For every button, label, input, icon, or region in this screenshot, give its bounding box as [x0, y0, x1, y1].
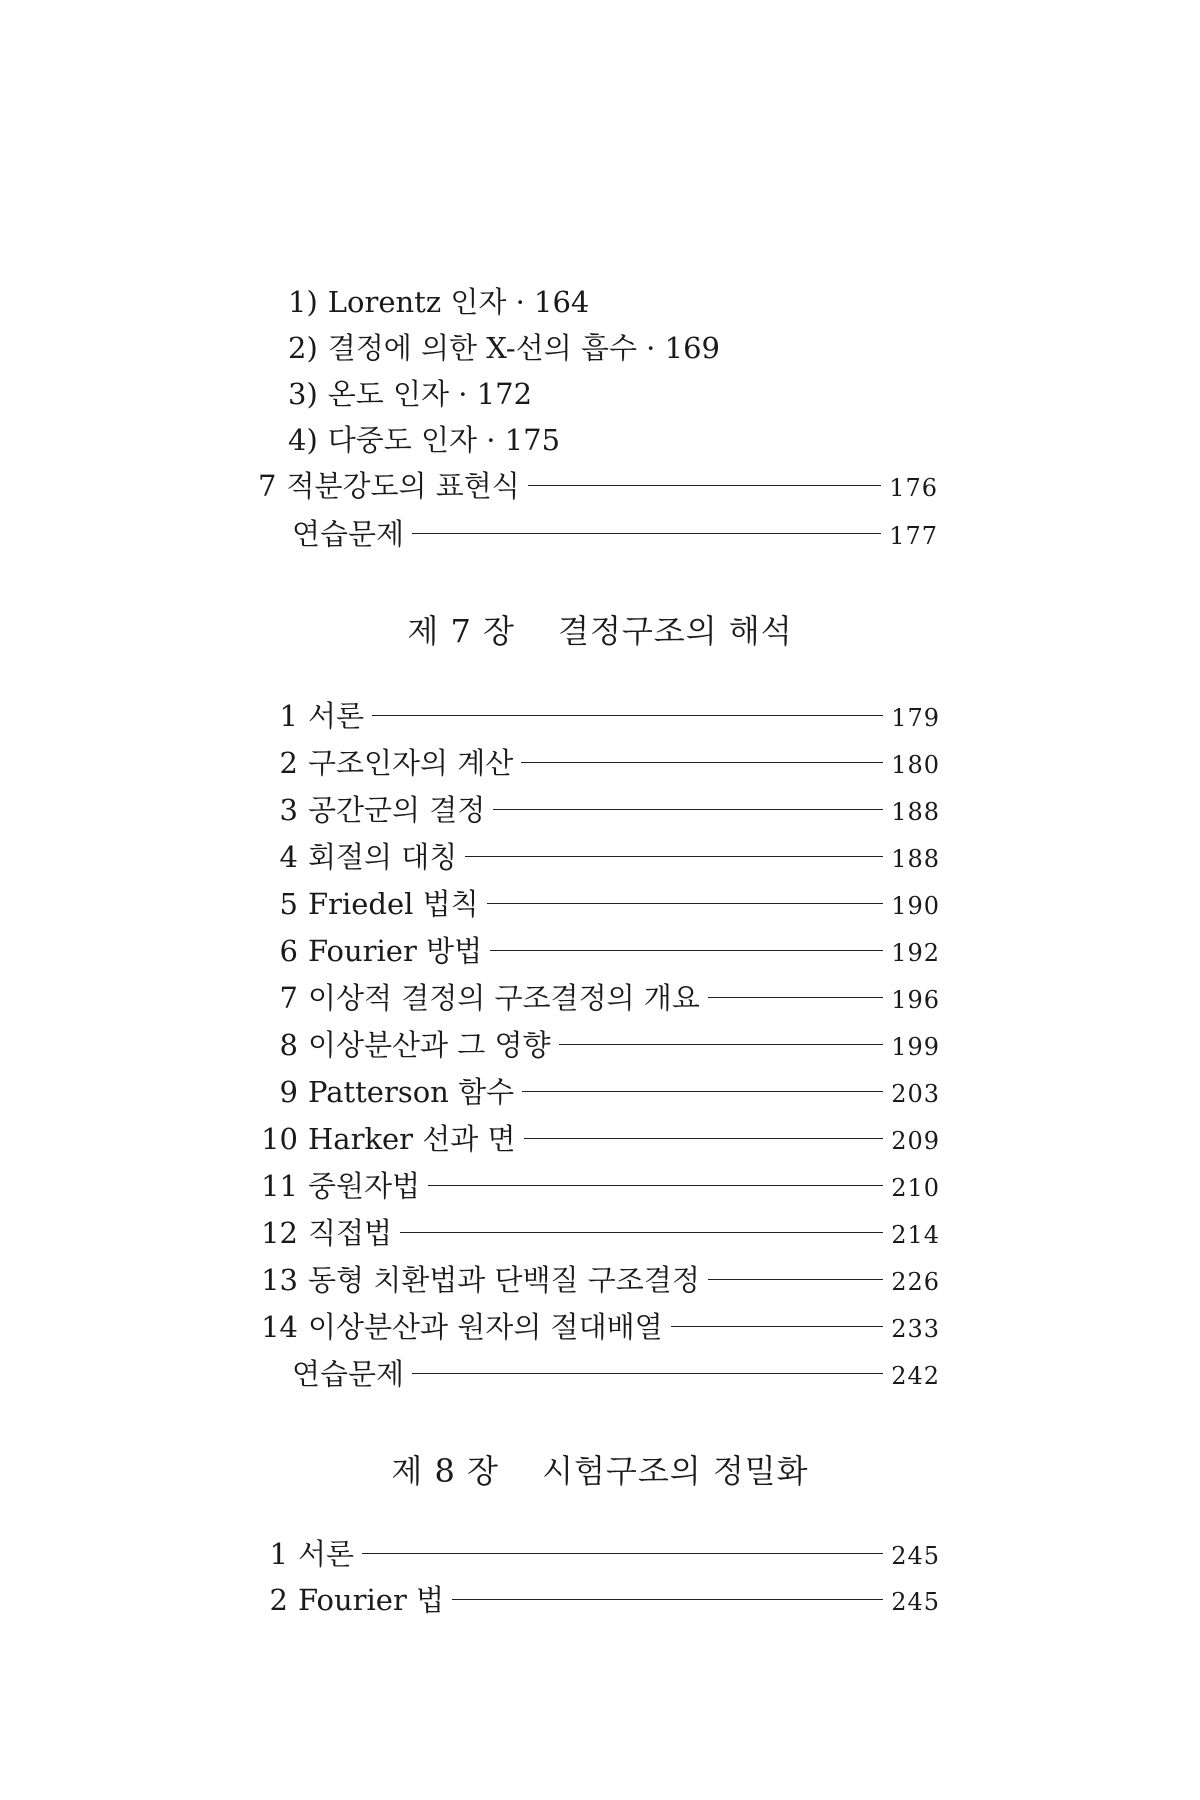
toc-entry: [258, 1025, 940, 1067]
entry-title: 이상분산과 원자의 절대배열: [308, 1310, 663, 1344]
toc-entry: [248, 1580, 940, 1622]
toc-entry: [258, 1119, 940, 1161]
dot-leader: [559, 1044, 884, 1045]
entry-page: 196: [891, 986, 940, 1014]
toc-entry: [258, 1213, 940, 1255]
subitem-text: 결정에 의한 X-선의 흡수 · 169: [327, 331, 720, 365]
entry-title: Fourier 법: [298, 1583, 445, 1617]
entry-number: 2: [279, 746, 298, 780]
entry-page: 180: [891, 751, 940, 779]
entry-number: 14: [261, 1310, 298, 1344]
entry-page: 199: [891, 1033, 940, 1061]
entry-number: 7: [258, 469, 277, 503]
toc-subitem: [288, 328, 720, 368]
toc-entry: [258, 790, 940, 832]
entry-number: 11: [261, 1169, 298, 1203]
entry-title: 중원자법: [308, 1169, 421, 1203]
toc-entry: [258, 1260, 940, 1302]
entry-number: 2: [269, 1583, 288, 1617]
subitem-number: 3): [288, 377, 318, 411]
entry-number: 8: [279, 1028, 298, 1062]
entry-page: 203: [891, 1080, 940, 1108]
toc-entry: [258, 466, 938, 508]
entry-number: 13: [261, 1263, 298, 1297]
entry-title: 적분강도의 표현식: [286, 469, 520, 503]
entry-title: Friedel 법칙: [308, 887, 479, 921]
entry-page: 190: [891, 892, 940, 920]
entry-title: 공간군의 결정: [308, 793, 486, 827]
entry-title: 이상분산과 그 영향: [308, 1028, 551, 1062]
entry-number: 10: [261, 1122, 298, 1156]
dot-leader: [490, 950, 883, 951]
entry-page: 226: [891, 1268, 940, 1296]
entry-page: 188: [891, 845, 940, 873]
dot-leader: [412, 533, 881, 534]
toc-entry: [292, 1354, 940, 1396]
dot-leader: [524, 1138, 884, 1139]
toc-entry: [258, 1307, 940, 1349]
entry-page: 210: [891, 1174, 940, 1202]
dot-leader: [400, 1232, 883, 1233]
toc-subitem: [288, 374, 532, 414]
subitem-text: 온도 인자 · 172: [327, 377, 533, 411]
entry-title: 동형 치환법과 단백질 구조결정: [308, 1263, 700, 1297]
dot-leader: [708, 997, 883, 998]
entry-number: 12: [261, 1216, 298, 1250]
entry-number: 7: [279, 981, 298, 1015]
dot-leader: [493, 809, 883, 810]
dot-leader: [362, 1553, 883, 1554]
entry-title: 직접법: [308, 1216, 393, 1250]
entry-page: 192: [891, 939, 940, 967]
entry-number: 6: [279, 934, 298, 968]
dot-leader: [522, 1091, 883, 1092]
chapter-heading: [0, 1446, 1200, 1492]
entry-number: 5: [279, 887, 298, 921]
entry-number: 9: [279, 1075, 298, 1109]
toc-entry: [258, 743, 940, 785]
subitem-text: Lorentz 인자 · 164: [327, 285, 590, 319]
chapter-heading: [0, 606, 1200, 652]
chapter-title: 결정구조의 해석: [558, 612, 793, 650]
toc-entry: [248, 1534, 940, 1576]
subitem-number: 1): [288, 285, 318, 319]
entry-title: Patterson 함수: [308, 1075, 515, 1109]
dot-leader: [452, 1599, 883, 1600]
toc-entry: [258, 884, 940, 926]
chapter-title: 시험구조의 정밀화: [542, 1452, 809, 1490]
dot-leader: [465, 856, 883, 857]
entry-page: 188: [891, 798, 940, 826]
toc-entry: [258, 837, 940, 879]
toc-entry: [258, 978, 940, 1020]
chapter-label: 제 8 장: [391, 1452, 499, 1490]
subitem-number: 4): [288, 423, 318, 457]
dot-leader: [521, 762, 883, 763]
dot-leader: [528, 485, 881, 486]
toc-entry: [258, 1072, 940, 1114]
entry-page: 177: [889, 522, 938, 550]
toc-entry: [258, 931, 940, 973]
dot-leader: [372, 715, 883, 716]
entry-page: 179: [891, 704, 940, 732]
dot-leader: [671, 1326, 884, 1327]
entry-title: 서론: [298, 1537, 355, 1571]
dot-leader: [708, 1279, 883, 1280]
entry-title: 회절의 대칭: [308, 840, 458, 874]
entry-number: 1: [269, 1537, 288, 1571]
entry-page: 233: [891, 1315, 940, 1343]
toc-entry: [292, 514, 938, 556]
toc-entry: [258, 1166, 940, 1208]
chapter-label: 제 7 장: [407, 612, 515, 650]
entry-page: 209: [891, 1127, 940, 1155]
entry-title: 연습문제: [292, 1357, 405, 1391]
entry-title: 연습문제: [292, 517, 405, 551]
entry-page: 176: [889, 474, 938, 502]
toc-subitem: [288, 420, 560, 460]
entry-page: 245: [891, 1542, 940, 1570]
entry-number: 3: [279, 793, 298, 827]
entry-page: 242: [891, 1362, 940, 1390]
entry-number: 4: [279, 840, 298, 874]
entry-title: 이상적 결정의 구조결정의 개요: [308, 981, 700, 1015]
dot-leader: [428, 1185, 883, 1186]
toc-subitem: [288, 282, 589, 322]
subitem-text: 다중도 인자 · 175: [327, 423, 561, 457]
entry-title: 서론: [308, 699, 365, 733]
entry-title: Harker 선과 면: [308, 1122, 516, 1156]
entry-page: 214: [891, 1221, 940, 1249]
dot-leader: [487, 903, 884, 904]
subitem-number: 2): [288, 331, 318, 365]
entry-number: 1: [279, 699, 298, 733]
entry-page: 245: [891, 1588, 940, 1616]
entry-title: 구조인자의 계산: [308, 746, 514, 780]
dot-leader: [412, 1373, 883, 1374]
toc-entry: [258, 696, 940, 738]
entry-title: Fourier 방법: [308, 934, 483, 968]
